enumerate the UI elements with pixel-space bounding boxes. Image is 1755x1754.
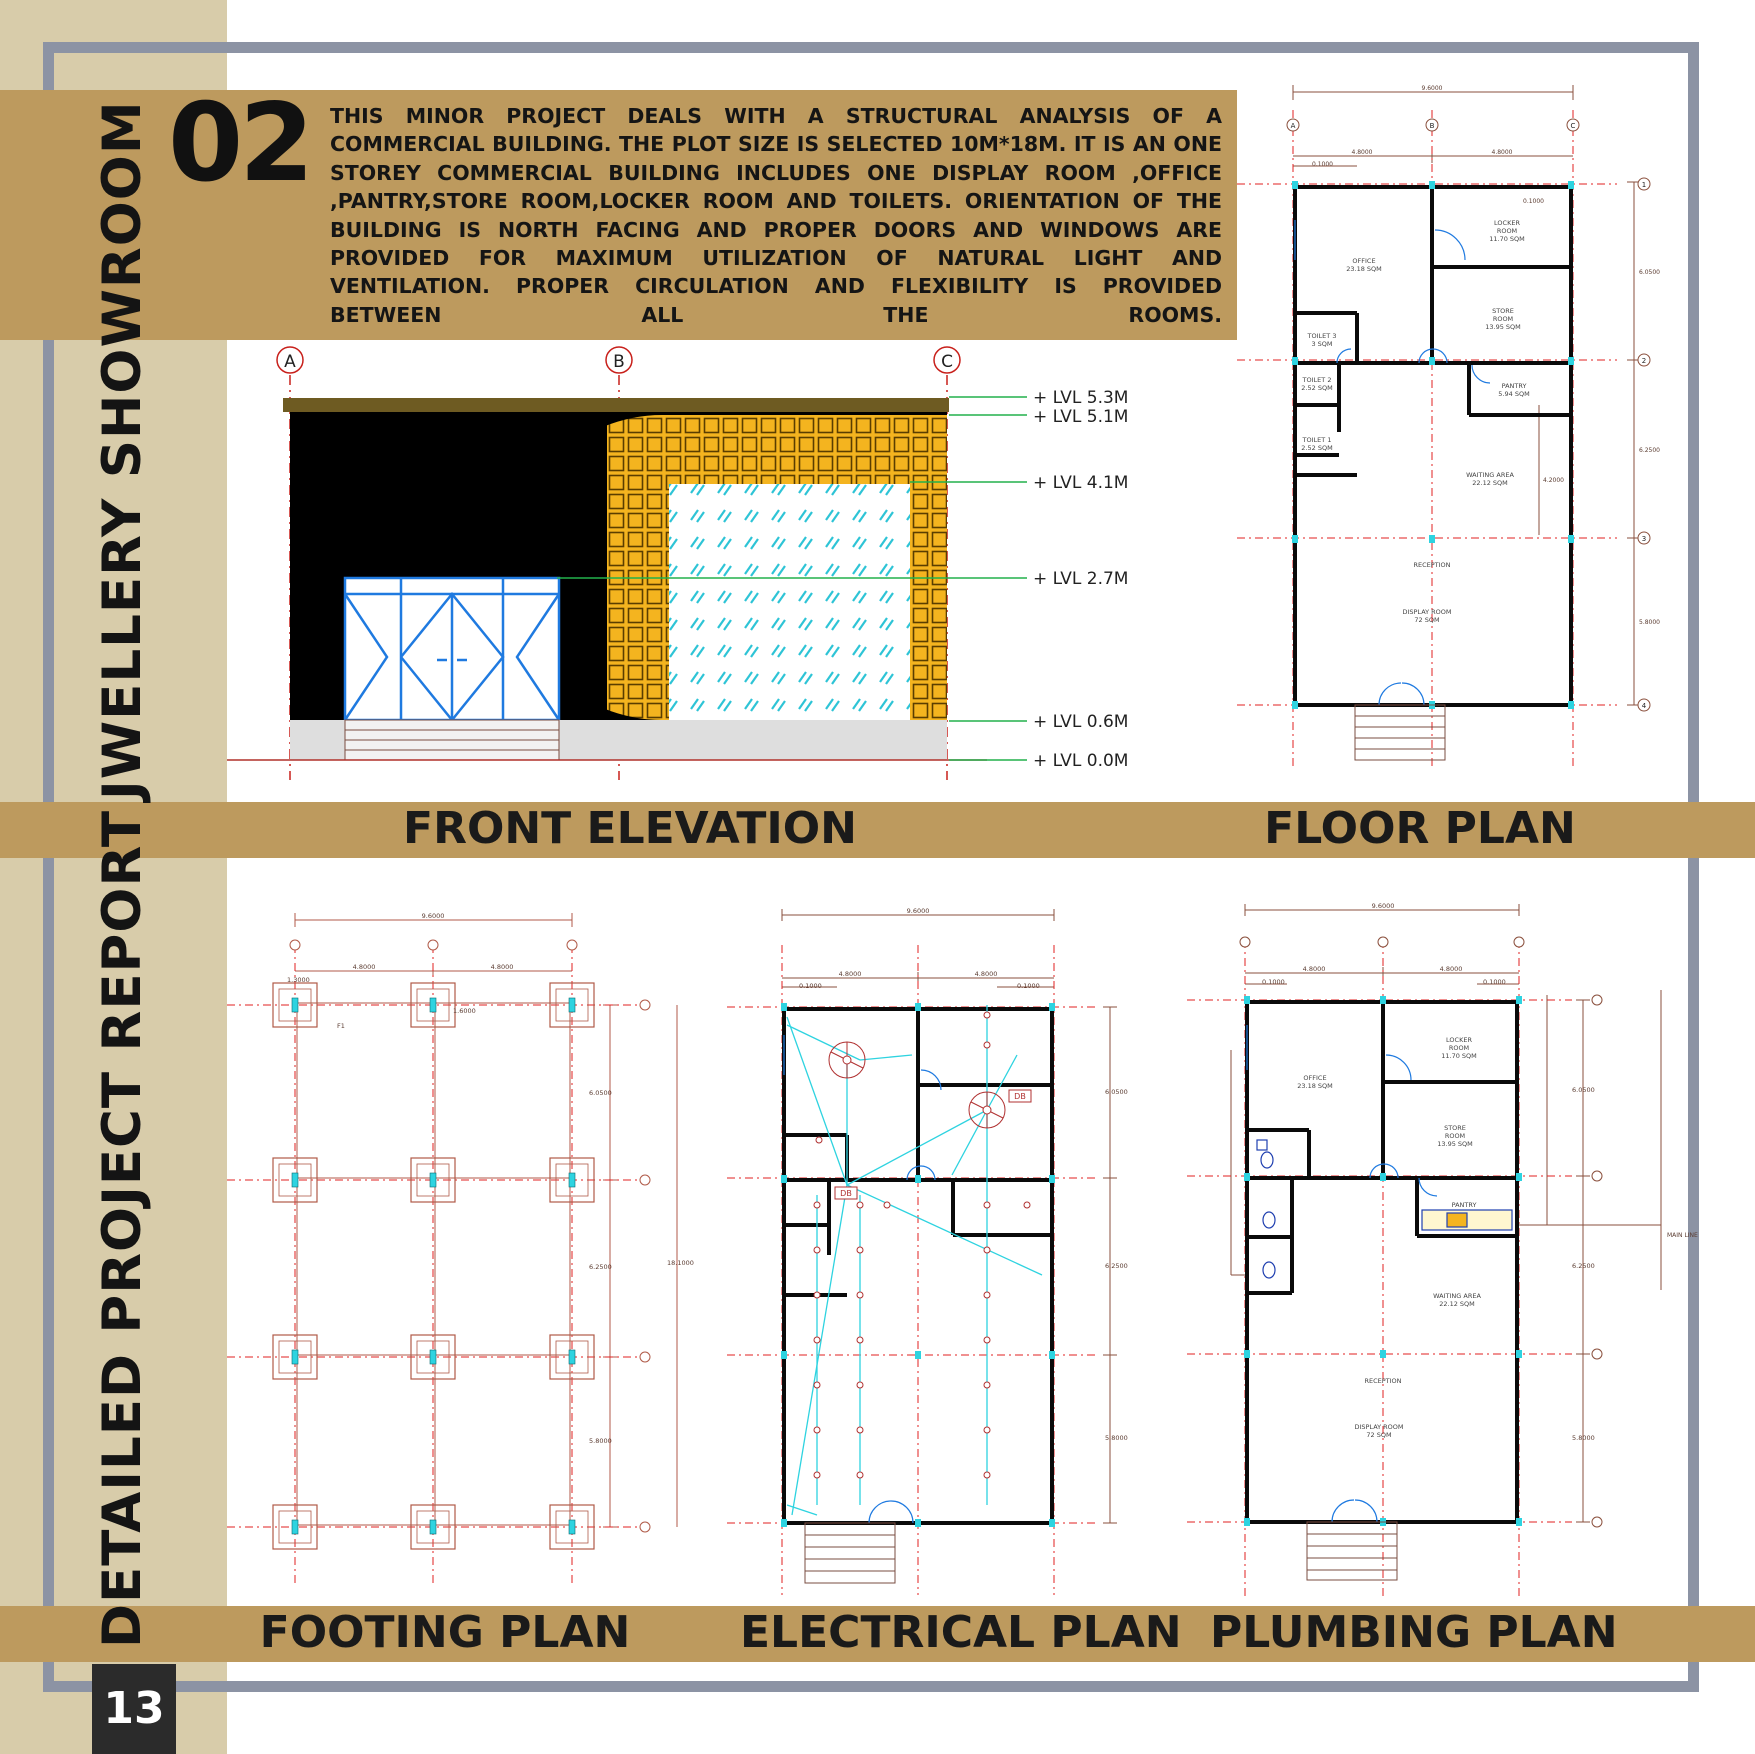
pl-pantry: PANTRY: [1451, 1201, 1477, 1209]
footing-column: [569, 1520, 575, 1534]
fp-dim-wall: 0.1000: [1312, 161, 1333, 168]
fp-locker: LOCKER: [1494, 219, 1520, 227]
fp-grid-1: 1: [1641, 181, 1647, 189]
footing-dim-total: 18.1000: [667, 1259, 694, 1267]
light-point: [857, 1202, 863, 1208]
fp-pantry: PANTRY: [1501, 382, 1527, 390]
light-point: [984, 1472, 990, 1478]
pl-store-2: ROOM: [1444, 1132, 1466, 1140]
pl-reception: RECEPTION: [1364, 1377, 1402, 1385]
pl-store: STORE: [1444, 1124, 1466, 1132]
pl-locker-area: 11.70 SQM: [1441, 1052, 1477, 1060]
fp-store: STORE: [1492, 307, 1514, 315]
glass-curtain: [669, 484, 910, 720]
light-point: [857, 1292, 863, 1298]
pl-display-area: 72 SQM: [1366, 1431, 1392, 1439]
light-point: [857, 1337, 863, 1343]
footing-dim-v2: 6.2500: [589, 1263, 612, 1271]
plumbing-plan-drawing: [1187, 900, 1707, 1600]
pl-locker: LOCKER: [1446, 1036, 1472, 1044]
light-point: [984, 1337, 990, 1343]
sidebar-title-report: DETAILED PROJECT REPORT: [92, 809, 153, 1648]
light-point: [814, 1472, 820, 1478]
caption-front-elevation: FRONT ELEVATION: [403, 803, 857, 854]
fp-locker-2: ROOM: [1496, 227, 1518, 235]
light-point: [814, 1427, 820, 1433]
fp-store-area: 13.95 SQM: [1485, 323, 1521, 331]
fp-dim-bay-2: 4.8000: [1491, 149, 1513, 156]
caption-electrical-plan: ELECTRICAL PLAN: [740, 1607, 1182, 1658]
fp-dim-bay-1: 4.8000: [1351, 149, 1373, 156]
light-point: [884, 1202, 890, 1208]
footing-column: [430, 1520, 436, 1534]
fp-pantry-area: 5.94 SQM: [1498, 390, 1530, 398]
fp-office-area: 23.18 SQM: [1346, 265, 1382, 273]
level-2-7: + LVL 2.7M: [1033, 569, 1129, 589]
section-number: 02: [168, 81, 311, 206]
elec-dim-wall: 0.1000: [799, 982, 822, 990]
pl-dim-wall-2: 0.1000: [1483, 978, 1506, 986]
parapet: [283, 398, 949, 412]
level-4-1: + LVL 4.1M: [1033, 473, 1129, 493]
fp-toilet2-area: 2.52 SQM: [1301, 384, 1333, 392]
db-label-2: DB: [840, 1189, 852, 1198]
elevation-grid-a: A: [284, 352, 296, 372]
footing-dim-bay-2: 4.8000: [490, 963, 514, 971]
fp-reception: RECEPTION: [1413, 561, 1451, 569]
footing-plan-drawing: [227, 905, 697, 1595]
light-point: [814, 1247, 820, 1253]
pl-store-area: 13.95 SQM: [1437, 1140, 1473, 1148]
footing-column: [430, 1350, 436, 1364]
entrance-steps: [345, 720, 559, 760]
elevation-grid-c: C: [941, 352, 953, 372]
sidebar-title-project: JWELLERY SHOWROOM: [92, 100, 153, 800]
footing-column: [292, 1350, 298, 1364]
pl-locker-2: ROOM: [1448, 1044, 1470, 1052]
fp-waiting: WAITING AREA: [1466, 471, 1514, 479]
elec-dim-wall-2: 0.1000: [1017, 982, 1040, 990]
light-point: [814, 1382, 820, 1388]
fp-dim-v3: 5.8000: [1639, 619, 1660, 626]
db-label-1: DB: [1014, 1092, 1026, 1101]
footing-dim-overall: 9.6000: [421, 912, 445, 920]
project-description: THIS MINOR PROJECT DEALS WITH A STRUCTURAL ANALYSIS OF A COMMERCIAL BUILDING. THE PLOT SIZE IS SELECTED 10M*18M. IT IS AN ONE STOREY COMMERCIAL BUILDING INCLUDES ONE DISPLAY ROOM ,OFFICE ,PANTRY,STORE ROOM,LOCKER ROOM AND TOILETS. ORIENTATION OF THE BUILDING IS NORTH FACING AND PROPER DOORS AND WINDOWS ARE PROVIDED FOR MAXIMUM UTILIZATION OF NATURAL LIGHT AND VENTILATION. PROPER CIRCULATION AND FLEXIBILITY IS PROVIDED BETWEEN ALL THE ROOMS.: [330, 104, 1222, 327]
fp-grid-2: 2: [1641, 357, 1647, 365]
footing-dim-v1: 6.0500: [589, 1089, 612, 1097]
pl-dim-v1: 6.0500: [1572, 1086, 1595, 1094]
fp-grid-a: A: [1290, 122, 1296, 130]
elec-dim-bay-2: 4.8000: [974, 970, 998, 978]
pl-dim-v3: 5.8000: [1572, 1434, 1595, 1442]
light-point: [814, 1292, 820, 1298]
light-point: [984, 1382, 990, 1388]
light-point: [984, 1292, 990, 1298]
light-point: [984, 1012, 990, 1018]
pl-dim-v2: 6.2500: [1572, 1262, 1595, 1270]
light-point: [816, 1137, 822, 1143]
fp-toilet2: TOILET 2: [1302, 376, 1332, 384]
elec-dim-v3: 5.8000: [1105, 1434, 1128, 1442]
light-point: [857, 1247, 863, 1253]
fp-store-2: ROOM: [1492, 315, 1514, 323]
footing-column: [292, 1173, 298, 1187]
level-5-3: + LVL 5.3M: [1033, 388, 1129, 408]
pl-main-line: MAIN LINE: [1667, 1232, 1698, 1239]
light-point: [857, 1472, 863, 1478]
fp-toilet3: TOILET 3: [1307, 332, 1337, 340]
level-5-1: + LVL 5.1M: [1033, 407, 1129, 427]
caption-floor-plan: FLOOR PLAN: [1264, 803, 1576, 854]
footing-dim-offset: 1.6000: [453, 1007, 476, 1015]
elevation-grid-b: B: [613, 352, 625, 372]
light-point: [984, 1202, 990, 1208]
pl-office-area: 23.18 SQM: [1297, 1082, 1333, 1090]
footing-dim-size: 1.3000: [287, 976, 310, 984]
footing-column: [569, 998, 575, 1012]
fp-grid-b: B: [1429, 122, 1435, 130]
light-point: [1024, 1202, 1030, 1208]
elec-dim-overall: 9.6000: [906, 907, 930, 915]
entrance-doors: [345, 578, 559, 720]
light-point: [814, 1337, 820, 1343]
fp-walls: [1295, 187, 1571, 705]
light-point: [984, 1042, 990, 1048]
elec-dim-v1: 6.0500: [1105, 1088, 1128, 1096]
fp-office: OFFICE: [1352, 257, 1376, 265]
footing-label-f1: F1: [337, 1022, 345, 1030]
pl-waiting-area: 22.12 SQM: [1439, 1300, 1475, 1308]
elec-dim-v2: 6.2500: [1105, 1262, 1128, 1270]
light-point: [857, 1427, 863, 1433]
footing-dim-v3: 5.8000: [589, 1437, 612, 1445]
fp-toilet3-area: 3 SQM: [1311, 340, 1333, 348]
level-0-6: + LVL 0.6M: [1033, 712, 1129, 732]
fp-grid-c: C: [1570, 122, 1576, 130]
fp-dim-wall-2: 0.1000: [1523, 198, 1544, 205]
floor-plan-drawing: [1237, 80, 1667, 770]
footing-column: [569, 1350, 575, 1364]
pl-dim-bay-1: 4.8000: [1302, 965, 1326, 973]
light-point: [857, 1382, 863, 1388]
footing-pads: [273, 983, 594, 1549]
level-0-0: + LVL 0.0M: [1033, 751, 1129, 771]
wiring: [787, 1005, 1042, 1515]
footing-column: [569, 1173, 575, 1187]
fp-dim-overall: 9.6000: [1421, 85, 1443, 92]
footing-column: [430, 1173, 436, 1187]
pl-dim-bay-2: 4.8000: [1439, 965, 1463, 973]
fp-grid-3: 3: [1641, 535, 1647, 543]
electrical-plan-drawing: [727, 905, 1157, 1595]
footing-dim-bay-1: 4.8000: [352, 963, 376, 971]
fp-dim-waiting: 4.2000: [1543, 477, 1564, 484]
elec-dim-bay-1: 4.8000: [838, 970, 862, 978]
fp-locker-area: 11.70 SQM: [1489, 235, 1525, 243]
fp-toilet1: TOILET 1: [1302, 436, 1332, 444]
fp-dim-v2: 6.2500: [1639, 447, 1660, 454]
footing-column: [292, 1520, 298, 1534]
light-point: [984, 1427, 990, 1433]
pl-waiting: WAITING AREA: [1433, 1292, 1481, 1300]
fp-grid-4: 4: [1641, 702, 1647, 710]
fp-display: DISPLAY ROOM: [1402, 608, 1452, 616]
page-number: 13: [92, 1664, 176, 1754]
fp-dim-v1: 6.0500: [1639, 269, 1660, 276]
pl-dim-overall: 9.6000: [1371, 902, 1395, 910]
fp-display-area: 72 SQM: [1414, 616, 1440, 624]
caption-plumbing-plan: PLUMBING PLAN: [1210, 1607, 1618, 1658]
pl-dim-wall: 0.1000: [1262, 978, 1285, 986]
pl-display: DISPLAY ROOM: [1354, 1423, 1404, 1431]
pl-office: OFFICE: [1303, 1074, 1327, 1082]
caption-footing-plan: FOOTING PLAN: [259, 1607, 631, 1658]
footing-column: [292, 998, 298, 1012]
fp-toilet1-area: 2.52 SQM: [1301, 444, 1333, 452]
front-elevation-drawing: [227, 340, 1177, 780]
light-point: [984, 1247, 990, 1253]
fp-waiting-area: 22.12 SQM: [1472, 479, 1508, 487]
light-point: [814, 1202, 820, 1208]
footing-column: [430, 998, 436, 1012]
